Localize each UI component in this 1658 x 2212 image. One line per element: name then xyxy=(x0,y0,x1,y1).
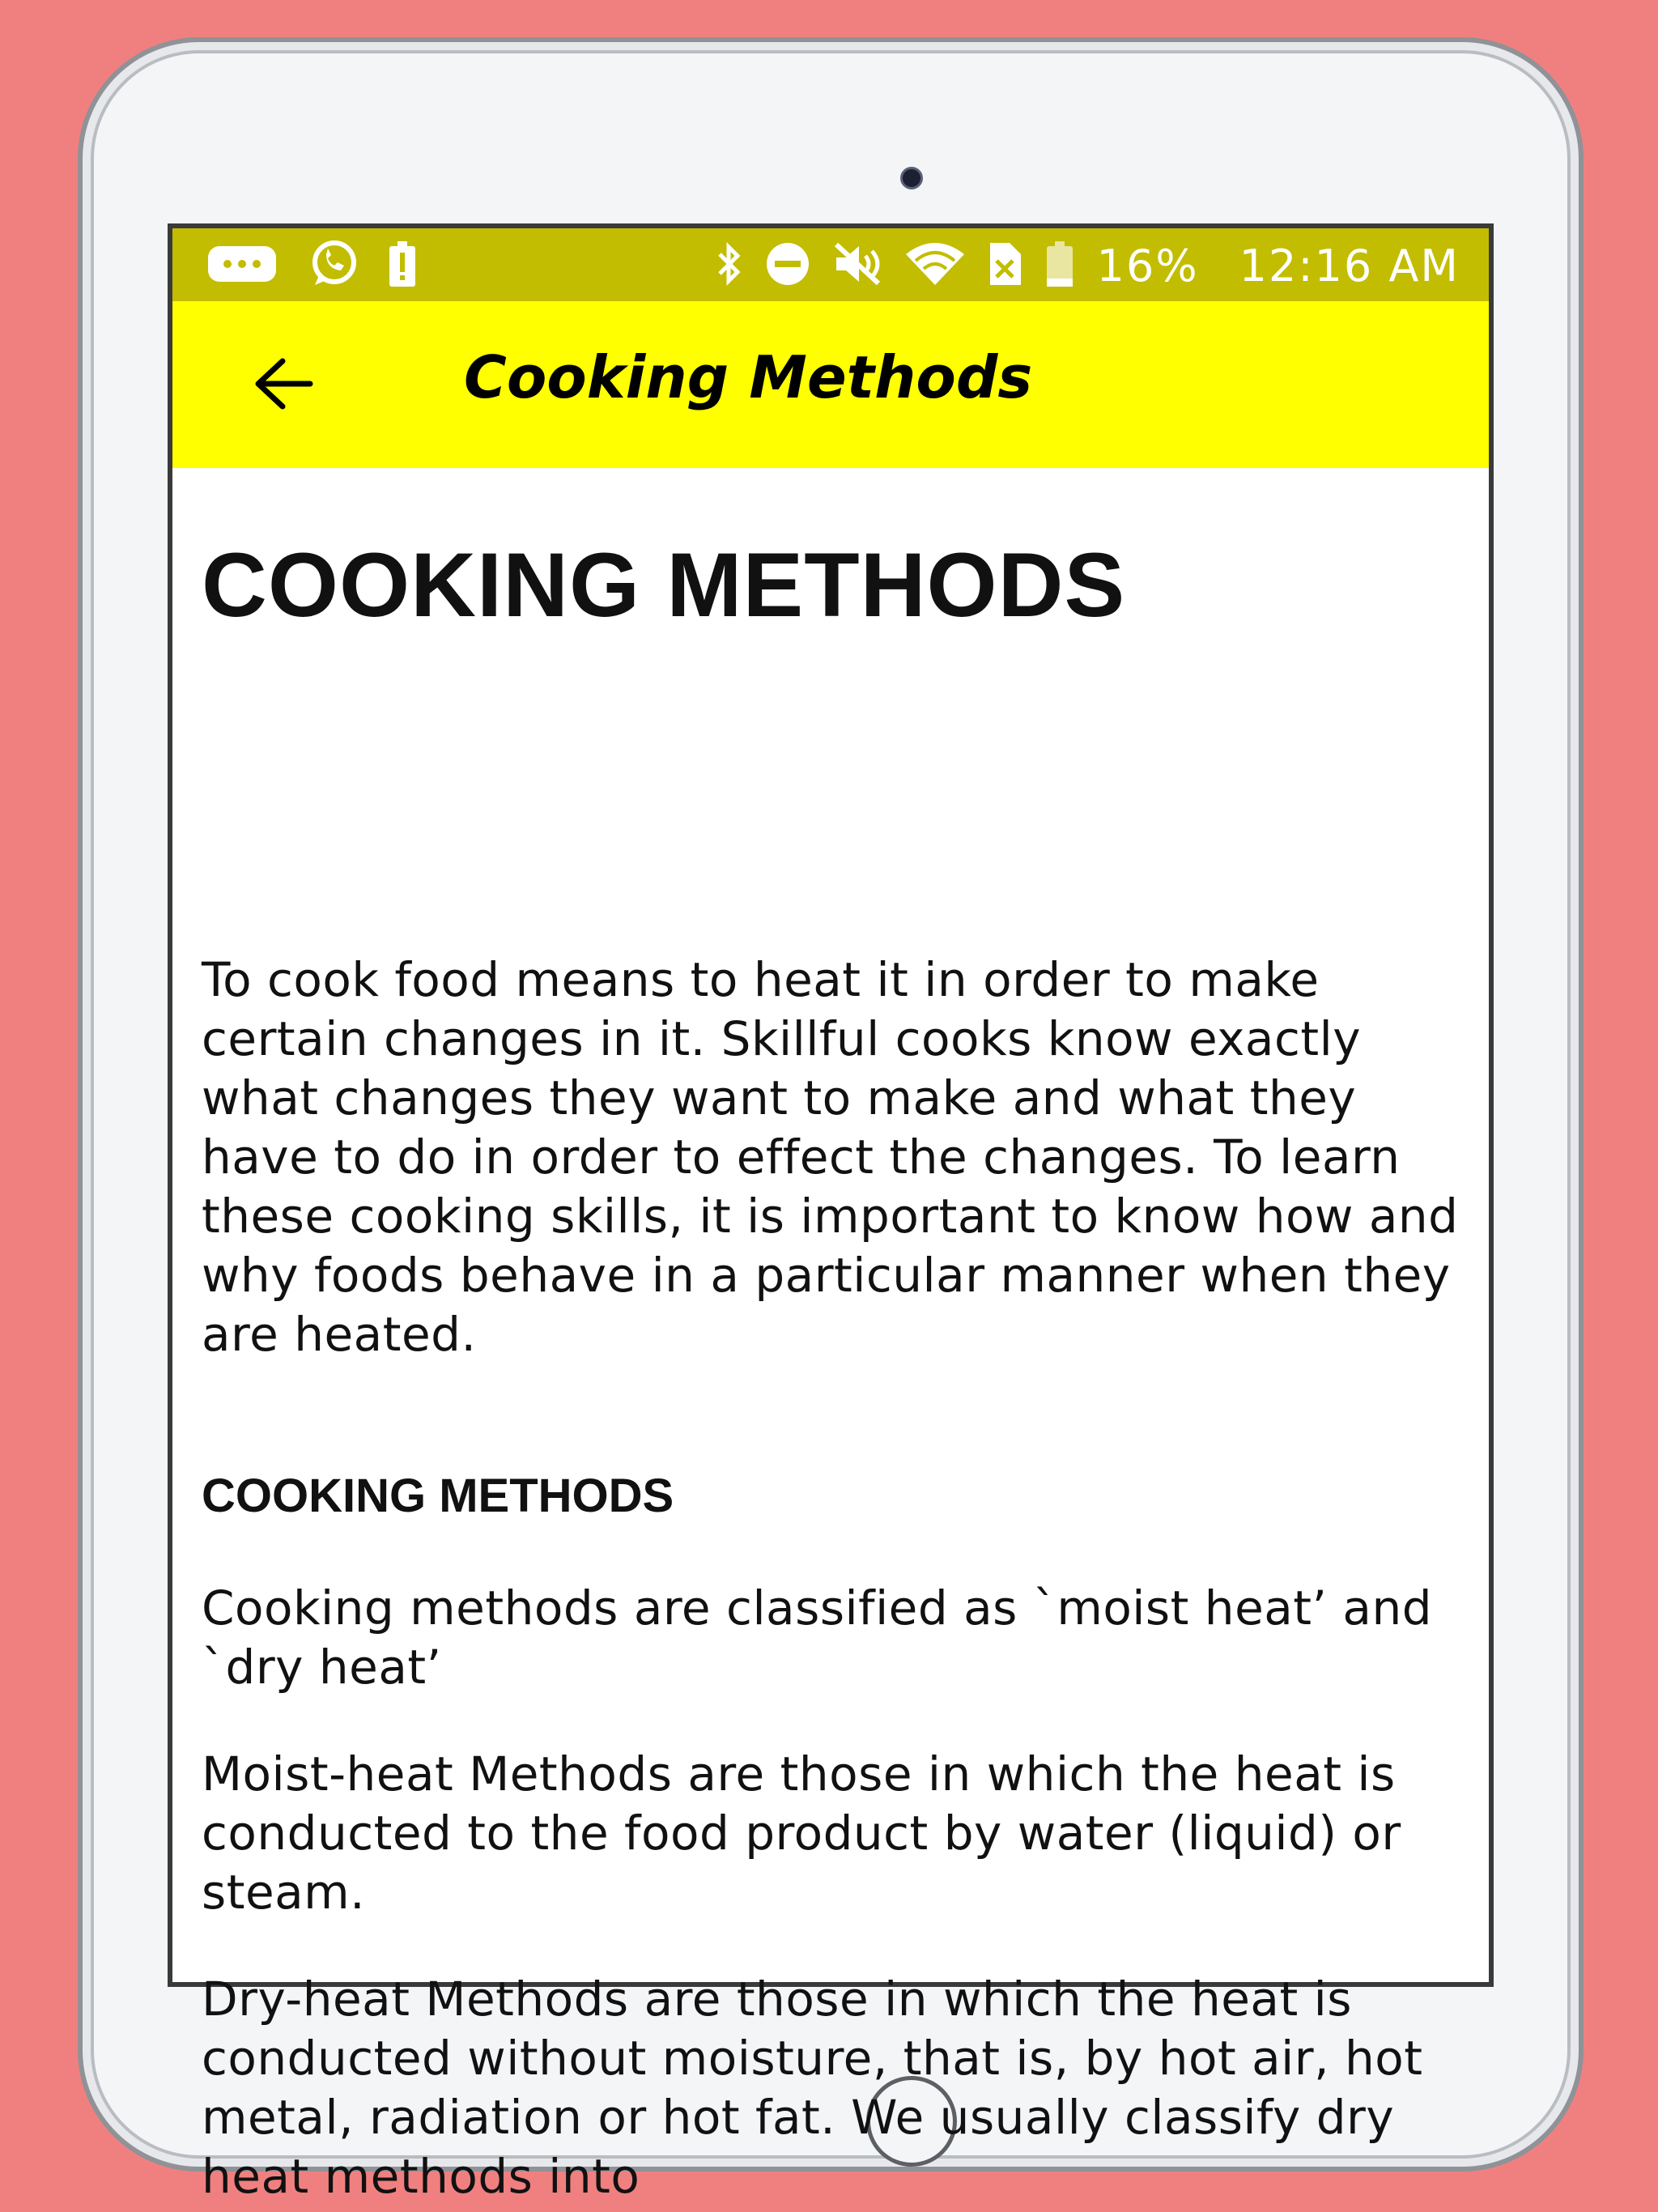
battery-icon xyxy=(1044,240,1076,291)
no-sim-icon xyxy=(987,241,1022,290)
device-screen xyxy=(168,223,1494,2204)
intro-paragraph: To cook food means to heat it in order to make certain changes in it. Skillful cooks know exactly what changes they want to make and what they have to do in order to effect the changes. To learn these cooking skills, it is important to know how and why foods behave in a particular manner when they are heated. xyxy=(202,952,1459,1362)
app-title: Cooking Methods xyxy=(464,343,1033,411)
app-bar xyxy=(172,301,1489,468)
paragraph-classification: Cooking methods are classified as `moist heat’ and `dry heat’ xyxy=(202,1580,1433,1695)
message-icon xyxy=(205,241,279,290)
article-subheading: COOKING METHODS xyxy=(202,1470,674,1522)
bluetooth-icon xyxy=(715,241,744,290)
alert-battery-icon xyxy=(386,240,419,291)
wifi-icon xyxy=(904,241,966,290)
paragraph-moist-heat: Moist-heat Methods are those in which the heat is conducted to the food product by water (liquid) or steam. xyxy=(202,1746,1401,1920)
status-notifications xyxy=(205,241,446,290)
paragraph-dry-heat: Dry-heat Methods are those in which the heat is conducted without moisture, that is, by hot air, hot metal, radiation or hot fat. We usually classify dry heat methods into xyxy=(202,1972,1423,2204)
status-bar xyxy=(172,228,1489,301)
do-not-disturb-icon xyxy=(765,241,810,290)
article-heading: COOKING METHODS xyxy=(202,534,1126,636)
status-system xyxy=(715,241,1460,290)
mute-icon xyxy=(831,241,883,290)
camera-icon xyxy=(900,167,923,189)
battery-percent: 16% xyxy=(1096,240,1199,291)
back-arrow-icon[interactable] xyxy=(250,355,315,413)
clock: 12:16 AM xyxy=(1239,240,1460,291)
whatsapp-icon xyxy=(307,240,359,291)
